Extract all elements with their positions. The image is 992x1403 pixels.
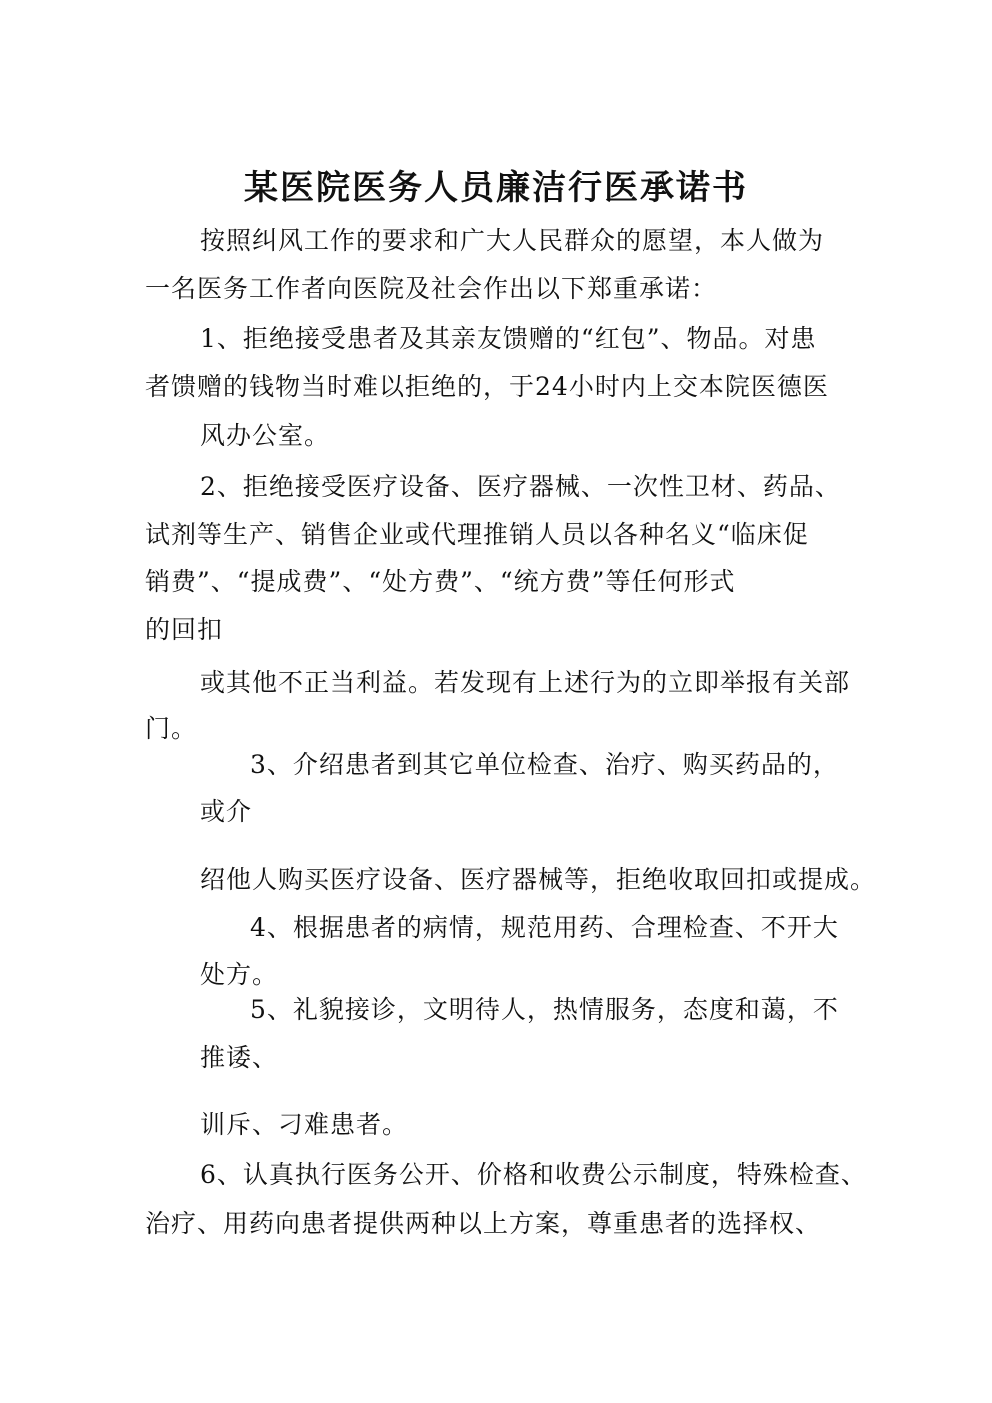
paragraph-line: 推诿、 [200, 1043, 279, 1072]
document-title: 某医院医务人员廉洁行医承诺书 [244, 168, 748, 208]
paragraph-line: 或介 [200, 797, 253, 826]
paragraph-line: 门。 [145, 714, 198, 743]
paragraph-line: 1、拒绝接受患者及其亲友馈赠的“红包”、物品。对患 [200, 324, 817, 353]
paragraph-line: 或其他不正当利益。若发现有上述行为的立即举报有关部 [200, 668, 851, 697]
paragraph-line: 者馈赠的钱物当时难以拒绝的，于24小时内上交本院医德医 [145, 372, 829, 401]
paragraph-line: 训斥、刁难患者。 [200, 1110, 409, 1139]
paragraph-line: 3、介绍患者到其它单位检查、治疗、购买药品的， [250, 750, 839, 779]
paragraph-line: 按照纠风工作的要求和广大人民群众的愿望，本人做为 [200, 226, 825, 255]
paragraph-line: 治疗、用药向患者提供两种以上方案，尊重患者的选择权、 [145, 1209, 822, 1238]
paragraph-line: 绍他人购买医疗设备、医疗器械等，拒绝收取回扣或提成。 [200, 865, 877, 894]
paragraph-line: 4、根据患者的病情，规范用药、合理检查、不开大 [250, 913, 839, 942]
paragraph-line: 风办公室。 [200, 421, 331, 450]
paragraph-line: 6、认真执行医务公开、价格和收费公示制度，特殊检查、 [200, 1160, 867, 1189]
paragraph-line: 销费”、“提成费”、“处方费”、“统方费”等任何形式 [145, 567, 736, 596]
paragraph-line: 处方。 [200, 960, 279, 989]
paragraph-line: 一名医务工作者向医院及社会作出以下郑重承诺： [145, 274, 718, 303]
paragraph-line: 试剂等生产、销售企业或代理推销人员以各种名义“临床促 [145, 520, 809, 549]
paragraph-line: 5、礼貌接诊，文明待人，热情服务，态度和蔼，不 [250, 995, 839, 1024]
paragraph-line: 2、拒绝接受医疗设备、医疗器械、一次性卫材、药品、 [200, 472, 841, 501]
paragraph-line: 的回扣 [145, 615, 224, 644]
